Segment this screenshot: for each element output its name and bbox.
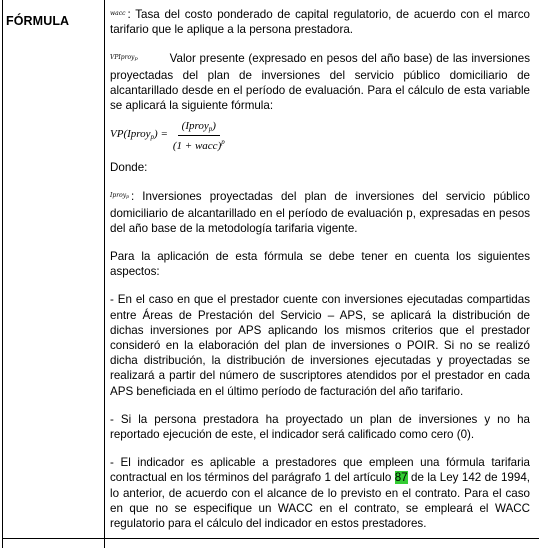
iproy-definition: : Inversiones proyectadas del plan de inversiones del servicio público domiciliario de alcantarillado en el período de evaluación p, expresadas en pesos del año base de la metodología tarifaria vigente. [110,190,530,235]
donde-label: Donde: [110,161,148,175]
column-divider [104,0,105,548]
aspect-aps-distribution: - En el caso en que el prestador cuente con inversiones ejecutadas compartidas entre Áreas de Prestación del Servicio – APS, se aplicará la distribución de dichas inversiones por APS aplicando los mismos criterios que el prestador consideró en la elaboración del plan de inversiones o POIR. Si no se realizó dicha distribución, la distribución de inversiones ejecutadas y proyectadas se realizará a partir del número de suscriptores atendidos por el prestador en cada APS beneficiada en el último período de facturación del año tarifario. [110,293,530,398]
aspects-intro: Para la aplicación de esta fórmula se debe tener en cuenta los siguientes aspectos: [110,250,530,279]
aspect-zero-rating: - Si la persona prestadora ha proyectado un plan de inversiones y no ha reportado ejecución de este, el indicador será calificado como cero (0). [110,412,530,442]
vp-definition: Valor presente (expresado en pesos del año base) de las inversiones proyectadas del plan de inversiones del servicio público domiciliario de alcantarillado desde en el período de evaluación. Para el cálculo de esta variable se aplicará la siguiente fórmula: [110,52,530,113]
iproy-symbol: Iproyp [110,192,129,201]
present-value-formula [110,121,530,151]
article-number-highlight: 87 [394,471,408,485]
wacc-definition: : Tasa del costo ponderado de capital regulatorio, de acuerdo con el marco tarifario que le aplique a la persona prestadora. [110,8,530,37]
vp-symbol: VPIproyp [110,54,138,63]
formula-description-cell [110,6,530,531]
formula-lhs: VP(Iproyp) = [110,128,168,142]
formula-fraction [171,120,227,152]
iproy-paragraph [110,188,530,236]
row-label-formula: FÓRMULA [6,14,70,28]
row-divider [2,538,539,539]
wacc-symbol: wacc [110,10,126,17]
vp-paragraph [110,50,530,113]
formula-denominator: (1 + wacc)$^p$ [172,138,225,153]
formula-numerator: (Iproyp) [178,120,220,136]
wacc-paragraph [110,6,530,37]
aspect-contractual-formula: - El indicador es aplicable a prestadores que empleen una fórmula tarifaria contractual en los términos del parágrafo 1 del artículo 87 de la Ley 142 de 1994, lo anterior, de acuerdo con el alcance de lo previsto en el contrato. Para el caso en que no se especifique un WACC en el contrato, se empleará el WACC regulatorio para el cálculo del indicador en estos prestadores. [110,456,530,531]
